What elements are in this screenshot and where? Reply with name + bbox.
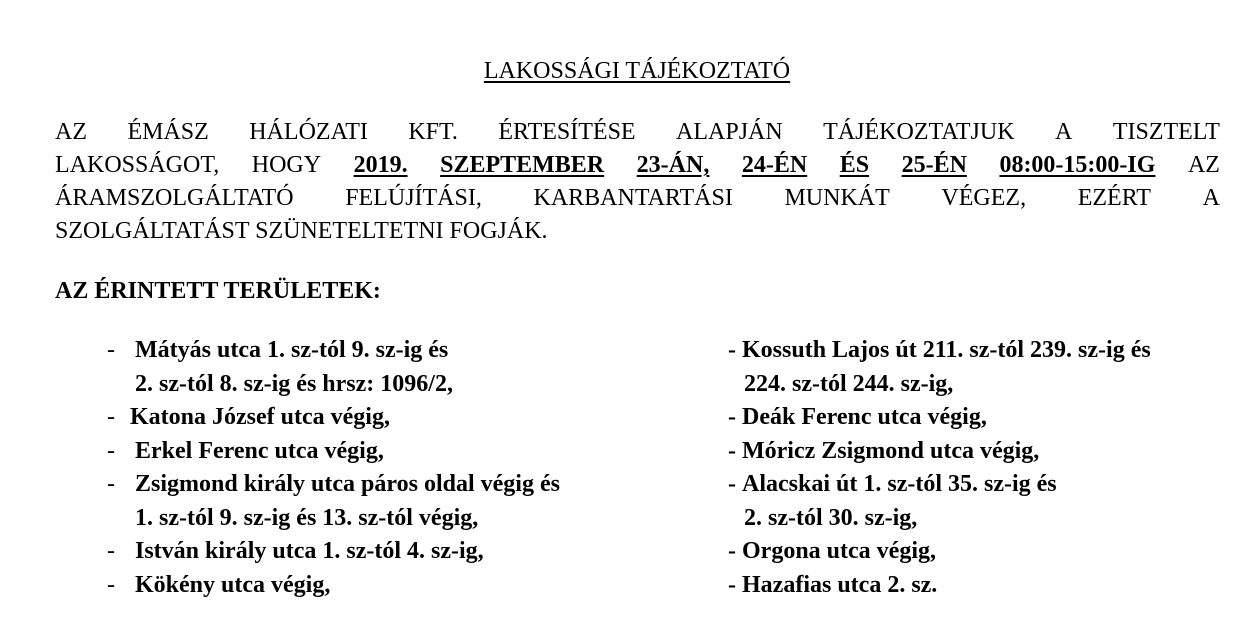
- word: VÉGEZ,: [941, 185, 1027, 211]
- list-item-continuation: 2. sz-tól 8. sz-ig és hrsz: 1096/2,: [135, 370, 453, 397]
- bullet-dash: -: [728, 571, 736, 598]
- word: ÉRTESÍTÉSE: [498, 119, 636, 145]
- word: A: [1202, 185, 1220, 211]
- list-item: [728, 334, 1151, 401]
- bullet-dash: -: [107, 404, 115, 430]
- word: AZ: [1187, 152, 1220, 178]
- word: TÁJÉKOZTATJUK: [823, 119, 1015, 145]
- list-item-text: Mátyás utca 1. sz-tól 9. sz-ig és: [135, 337, 449, 363]
- bullet-dash: -: [728, 404, 736, 430]
- list-item-text: Zsigmond király utca páros oldal végig és: [135, 471, 560, 497]
- word: KFT.: [408, 119, 458, 145]
- paragraph-line-2: [55, 149, 1220, 182]
- list-item-text: Hazafias utca 2. sz.: [742, 571, 938, 598]
- date-word: 23-ÁN,: [636, 152, 710, 178]
- list-item-text: Móricz Zsigmond utca végig,: [742, 437, 1040, 464]
- paragraph-line-1: [55, 116, 1220, 149]
- affected-areas-left-list: [107, 334, 560, 602]
- list-item-text: Alacskai út 1. sz-tól 35. sz-ig és: [742, 471, 1057, 497]
- bullet-dash: -: [107, 471, 115, 497]
- list-item-continuation: 224. sz-tól 244. sz-ig,: [744, 370, 954, 397]
- bullet-dash: -: [728, 437, 736, 464]
- word: MUNKÁT: [784, 185, 890, 211]
- list-item-text: Katona József utca végig,: [130, 404, 390, 430]
- word: ÉMÁSZ: [127, 119, 209, 145]
- notice-paragraph: [55, 116, 1220, 248]
- bullet-dash: -: [728, 538, 736, 564]
- list-item: [107, 435, 560, 469]
- word: TISZTELT: [1112, 119, 1220, 145]
- word: FELÚJÍTÁSI,: [345, 185, 482, 211]
- affected-areas-right-list: [728, 334, 1151, 602]
- list-item-text: Erkel Ferenc utca végig,: [135, 437, 384, 464]
- list-item-text: Kossuth Lajos út 211. sz-tól 239. sz-ig és: [742, 337, 1151, 363]
- paragraph-line-3: [55, 182, 1220, 215]
- bullet-dash: -: [107, 571, 115, 598]
- word: KARBANTARTÁSI: [533, 185, 733, 211]
- paragraph-line-4: [55, 215, 1220, 248]
- list-item-text: Deák Ferenc utca végig,: [742, 404, 987, 430]
- bullet-dash: -: [107, 337, 115, 363]
- word: HÁLÓZATI: [249, 119, 368, 145]
- bullet-dash: -: [107, 437, 115, 464]
- word: HOGY: [251, 152, 322, 178]
- word: ALAPJÁN: [676, 119, 783, 145]
- date-word: 25-ÉN: [901, 152, 967, 178]
- list-item: [728, 569, 1151, 603]
- list-item: [728, 468, 1151, 535]
- list-item-text: Kökény utca végig,: [135, 571, 331, 598]
- word: AZ: [55, 119, 87, 145]
- list-item: [107, 535, 560, 569]
- paragraph-last-line: SZOLGÁLTATÁST SZÜNETELTETNI FOGJÁK.: [55, 218, 548, 244]
- bullet-dash: -: [107, 538, 115, 564]
- date-word: ÉS: [839, 152, 870, 178]
- areas-heading: AZ ÉRINTETT TERÜLETEK:: [55, 278, 381, 304]
- list-item-text: Orgona utca végig,: [742, 538, 936, 564]
- date-word: 24-ÉN: [741, 152, 808, 178]
- document-title: LAKOSSÁGI TÁJÉKOZTATÓ: [483, 58, 791, 84]
- word: A: [1055, 119, 1073, 145]
- bullet-dash: -: [728, 471, 736, 497]
- list-item: [107, 401, 560, 435]
- list-item: [728, 535, 1151, 569]
- list-item-text: István király utca 1. sz-tól 4. sz-ig,: [135, 538, 484, 564]
- list-item-continuation: 2. sz-tól 30. sz-ig,: [744, 504, 918, 531]
- word: EZÉRT: [1077, 185, 1151, 211]
- list-item-continuation: 1. sz-tól 9. sz-ig és 13. sz-tól végig,: [135, 504, 479, 531]
- word: LAKOSSÁGOT,: [55, 152, 220, 178]
- list-item: [107, 569, 560, 603]
- bullet-dash: -: [728, 337, 736, 363]
- date-word: SZEPTEMBER: [440, 152, 605, 178]
- list-item: [728, 401, 1151, 435]
- list-item: [107, 468, 560, 535]
- list-item: [728, 435, 1151, 469]
- date-word: 2019.: [353, 152, 408, 178]
- list-item: [107, 334, 560, 401]
- word: ÁRAMSZOLGÁLTATÓ: [55, 185, 294, 211]
- time-range: 08:00-15:00-IG: [999, 152, 1156, 178]
